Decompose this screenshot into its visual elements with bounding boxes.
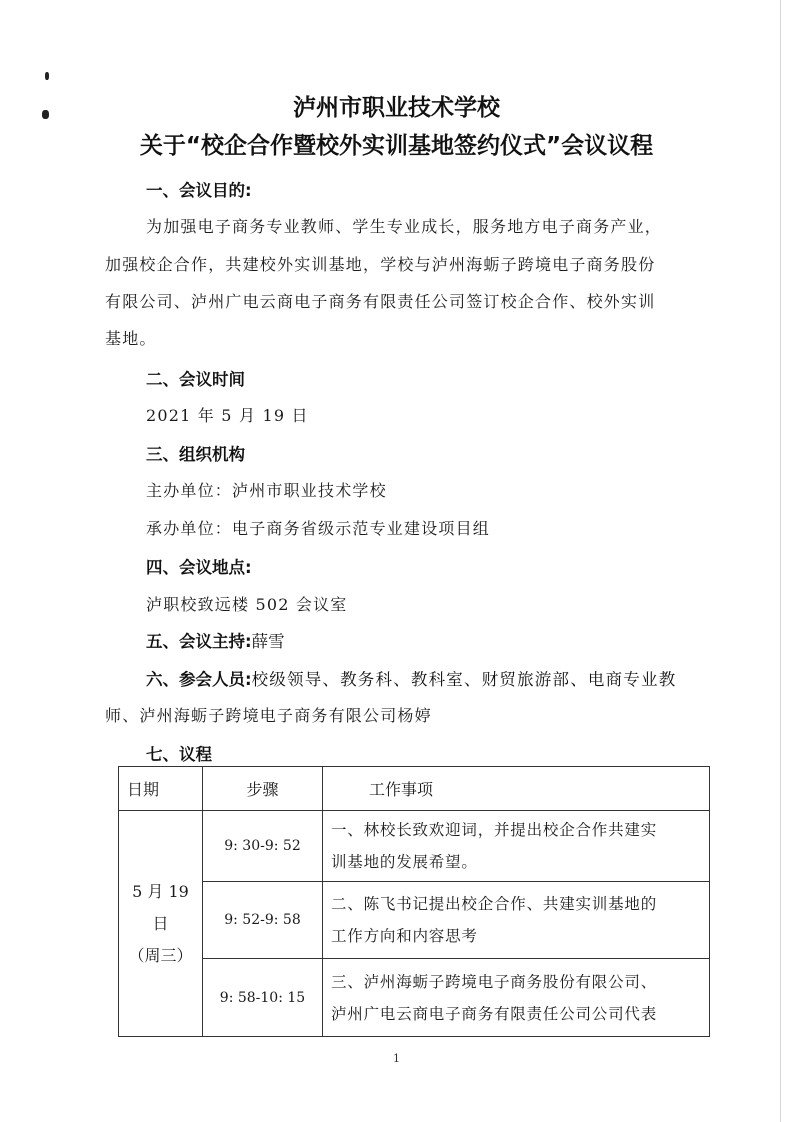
page-number: 1 bbox=[393, 1052, 400, 1065]
scan-mark bbox=[45, 72, 49, 80]
agenda-task-line: 三、泸州海蛎子跨境电子商务股份有限公司、 bbox=[331, 972, 658, 991]
header-date: 日期 bbox=[119, 767, 203, 811]
purpose-text-line: 为加强电子商务专业教师、学生专业成长，服务地方电子商务产业， bbox=[146, 217, 663, 236]
agenda-task-line: 二、陈飞书记提出校企合作、共建实训基地的 bbox=[331, 895, 658, 913]
section-heading-time: 二、会议时间 bbox=[146, 370, 245, 389]
agenda-task-cell bbox=[323, 959, 710, 1037]
section-heading-organization: 三、组织机构 bbox=[146, 445, 245, 464]
agenda-time: 9: 52-9: 58 bbox=[203, 882, 323, 959]
purpose-text-line: 基地。 bbox=[105, 329, 157, 348]
table-row bbox=[119, 811, 710, 882]
meeting-location: 泸职校致远楼 502 会议室 bbox=[146, 595, 348, 614]
attendees-line: 师、泸州海蛎子跨境电子商务有限公司杨婷 bbox=[105, 706, 432, 725]
organizer-unit: 承办单位：电子商务省级示范专业建设项目组 bbox=[146, 519, 491, 538]
table-row bbox=[119, 959, 710, 1037]
agenda-time: 9: 30-9: 52 bbox=[203, 811, 323, 882]
document-title-line1: 泸州市职业技术学校 bbox=[293, 95, 500, 121]
section-heading-location: 四、会议地点: bbox=[146, 558, 252, 577]
host-label: 五、会议主持: bbox=[146, 632, 252, 651]
header-step: 步骤 bbox=[203, 767, 323, 811]
header-task: 工作事项 bbox=[323, 767, 710, 811]
host-unit: 主办单位：泸州市职业技术学校 bbox=[146, 481, 387, 500]
attendees-label: 六、参会人员: bbox=[146, 670, 252, 689]
section-heading-agenda: 七、议程 bbox=[146, 745, 212, 764]
section-heading-purpose: 一、会议目的: bbox=[146, 181, 252, 200]
document-title-line2: 关于“校企合作暨校外实训基地签约仪式”会议议程 bbox=[139, 133, 654, 159]
agenda-task-line: 一、林校长致欢迎词，并提出校企合作共建实 bbox=[331, 821, 658, 839]
agenda-weekday: （周三） bbox=[128, 945, 193, 965]
agenda-task-cell bbox=[323, 882, 710, 959]
section-heading-attendees bbox=[146, 666, 676, 690]
purpose-text-line: 加强校企合作，共建校外实训基地，学校与泸州海蛎子跨境电子商务股份 bbox=[105, 255, 656, 274]
agenda-date-cell bbox=[119, 811, 203, 1037]
agenda-task-line: 训基地的发展希望。 bbox=[331, 853, 478, 871]
agenda-task-line: 泸州广电云商电子商务有限责任公司公司代表 bbox=[331, 1004, 658, 1023]
meeting-date: 2021 年 5 月 19 日 bbox=[146, 406, 309, 425]
section-heading-host bbox=[146, 628, 285, 652]
agenda-task-cell bbox=[323, 811, 710, 882]
agenda-header-row bbox=[119, 767, 710, 811]
host-name: 薛雪 bbox=[251, 632, 285, 651]
purpose-text-line: 有限公司、泸州广电云商电子商务有限责任公司签订校企合作、校外实训 bbox=[105, 292, 656, 311]
agenda-date: 5 月 19 日 bbox=[132, 881, 189, 933]
scan-edge bbox=[780, 0, 781, 1122]
table-row bbox=[119, 882, 710, 959]
agenda-task-line: 工作方向和内容思考 bbox=[331, 927, 478, 945]
attendees-line: 校级领导、教务科、教科室、财贸旅游部、电商专业教 bbox=[251, 670, 677, 689]
agenda-table bbox=[118, 766, 710, 1037]
agenda-time: 9: 58-10: 15 bbox=[203, 959, 323, 1037]
